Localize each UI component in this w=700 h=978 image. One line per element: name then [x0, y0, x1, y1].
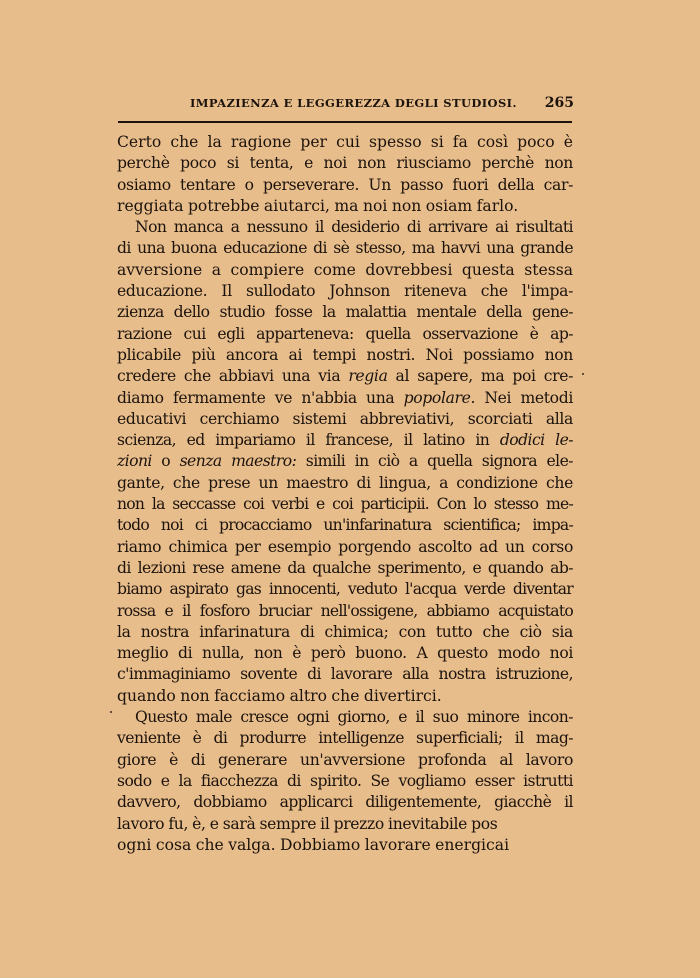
text-line-6: di una buona educazione di sè stesso, ma havvi una grande — [117, 239, 573, 258]
text-line-25: meglio di nulla, non è però buono. A questo modo noi — [117, 644, 573, 663]
italic-popolare: popolare. — [403, 388, 476, 407]
italic-senza-maestro: senza maestro: — [179, 452, 297, 471]
text-line-3: osiamo tentare o perseverare. Un passo fuori della car- — [117, 175, 573, 194]
text-line-20: riamo chimica per esempio porgendo ascolto ad un corso — [117, 537, 573, 556]
text-line-12: credere che abbiavi una via regia al sapere, ma poi cre- — [117, 367, 573, 386]
text-line-2: perchè poco si tenta, e noi non riusciamo perchè non — [117, 154, 573, 173]
text-line-30: giore è di generare un'avversione profonda al lavoro — [117, 750, 573, 769]
text-line-26: c'immaginiamo sovente di lavorare alla nostra istruzione, — [117, 665, 573, 684]
text-line-7: avversione a compiere come dovrebbesi questa stessa — [117, 260, 573, 279]
body-text — [117, 132, 573, 856]
text-line-13: diamo fermamente ve n'abbia una popolare. Nei metodi — [117, 388, 573, 407]
text-line-18: non la seccasse coi verbi e coi participii. Con lo stesso me- — [117, 495, 573, 514]
text-line-14: educativi cerchiamo sistemi abbreviativi, scorciati alla — [117, 409, 573, 428]
text-line-31: sodo e la fiacchezza di spirito. Se vogliamo esser istrutti — [117, 771, 573, 790]
text-line-16: zioni o senza maestro: simili in ciò a quella signora ele- — [117, 452, 573, 471]
header-rule — [118, 121, 572, 123]
text-line-22: biamo aspirato gas innocenti, veduto l'acqua verde diventar — [117, 580, 573, 599]
text-line-15: scienza, ed impariamo il francese, il latino in dodici le- — [117, 431, 573, 450]
paper-speck — [110, 711, 112, 713]
italic-regia: regia — [348, 367, 388, 386]
text-line-10: razione cui egli apparteneva: quella osservazione è ap- — [117, 324, 573, 343]
text-line-28: Questo male cresce ogni giorno, e il suo minore incon- — [135, 708, 573, 727]
text-line-4: reggiata potrebbe aiutarci, ma noi non osiam farlo. — [117, 196, 519, 215]
running-head — [118, 96, 574, 114]
text-line-32: davvero, dobbiamo applicarci diligentemente, giacchè il — [117, 793, 573, 812]
italic-zioni: zioni — [117, 452, 152, 471]
text-line-11: plicabile più ancora ai tempi nostri. Noi possiamo non — [117, 345, 573, 364]
text-line-5: Non manca a nessuno il desiderio di arrivare ai risultati — [135, 218, 573, 237]
running-title: IMPAZIENZA E LEGGEREZZA DEGLI STUDIOSI. — [190, 96, 517, 110]
text-line-23: rossa e il fosforo bruciar nell'ossigene, abbiamo acquistato — [117, 601, 573, 620]
text-line-19: todo noi ci procacciamo un'infarinatura scientifica; impa- — [117, 516, 573, 535]
page-number: 265 — [544, 95, 574, 111]
text-line-21: di lezioni rese amene da qualche sperimento, e quando ab- — [117, 558, 573, 577]
text-line-24: la nostra infarinatura di chimica; con tutto che ciò sia — [117, 622, 573, 641]
text-line-34: ogni cosa che valga. Dobbiamo lavorare energicai — [117, 835, 510, 854]
text-line-29: veniente è di produrre intelligenze superficiali; il mag- — [117, 729, 573, 748]
text-line-8: educazione. Il sullodato Johnson riteneva che l'impa- — [117, 282, 573, 301]
text-line-1: Certo che la ragione per cui spesso si fa così poco è — [117, 133, 573, 151]
italic-dodici-lezioni: dodici le- — [499, 431, 573, 450]
text-line-9: zienza dello studio fosse la malattia mentale della gene- — [117, 303, 573, 322]
paper-speck — [582, 373, 584, 375]
text-line-33: lavoro fu, è, e sarà sempre il prezzo inevitabile pos — [117, 814, 498, 833]
text-line-27: quando non facciamo altro che divertirci. — [117, 686, 442, 705]
text-line-17: gante, che prese un maestro di lingua, a condizione che — [117, 473, 573, 492]
